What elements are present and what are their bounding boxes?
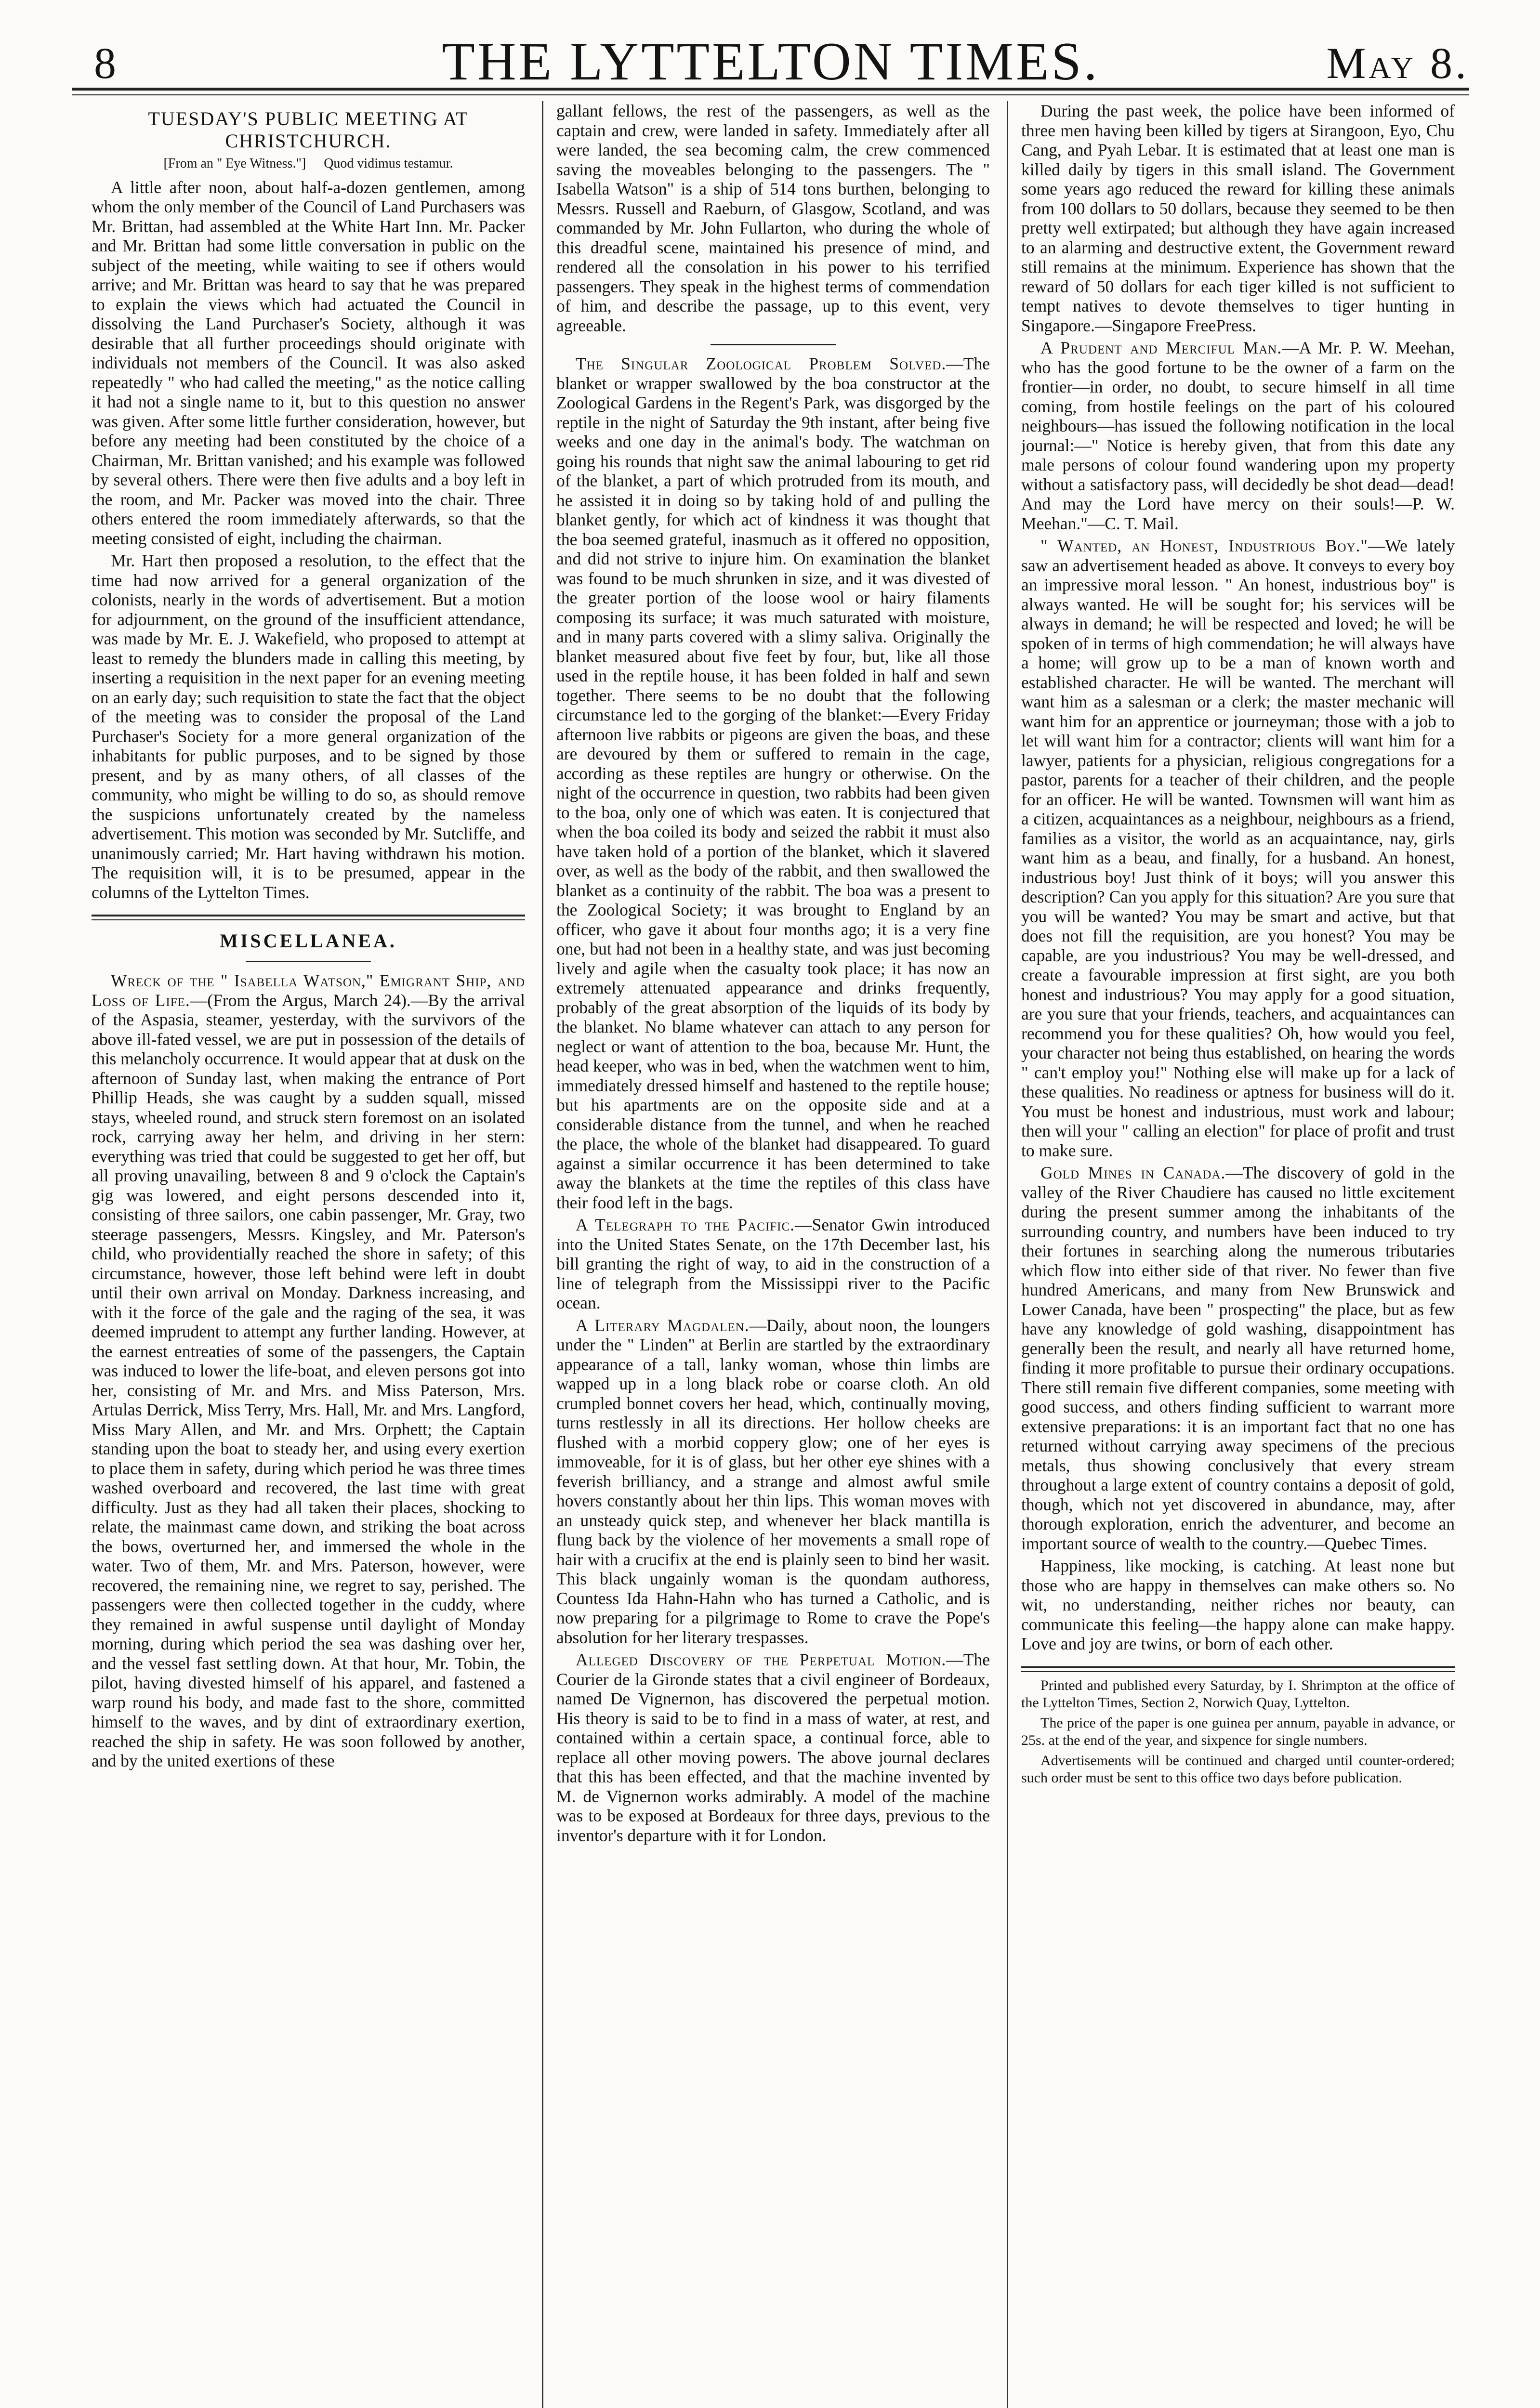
imprint-price: The price of the paper is one guinea per annum, payable in advance, or 25s. at the end of the year, and sixpence for single numbers. [1021, 1714, 1455, 1748]
column-rule-1 [542, 101, 543, 2408]
zoo-text: —The blanket or wrapper swallowed by the boa constructor at the Zoological Gardens in the Regent's Park, was disgorged by the reptile in the night of Saturday the 9th instant, after being five weeks and one day in the animal's body. The watchman on going his rounds that night saw the animal labouring to get rid of the blanket, a part of which protruded from its mouth, and he assisted it in doing so by taking hold of and pulling the blanket gently, for which act of kindness it was thought that the boa seemed grateful, inasmuch as it offered no opposition, and did not strive to injure him. On examination the blanket was found to be much shrunken in size, and it was divested of the greater portion of the loose wool or hairy filaments composing its surface; it was much saturated with moisture, and in many parts covered with a slimy saliva. Originally the blanket measured about five feet by four, but, like all those used in the reptile house, it has been folded in half and sewn together. There seems to be no doubt that the following circumstance led to the gorging of the blanket:—Every Friday afternoon live rabbits or pigeons are given the boas, and these are devoured by them or suffered to remain in the cage, according as these reptiles are hungry or otherwise. On the night of the occurrence in question, two rabbits had been given to the boa, only one of which was eaten. It is conjectured that when the boa coiled its body and seized the rabbit it must also have taken hold of a portion of the blanket, which it slavered over, as well as the body of the rabbit, and then swallowed the blanket as a continuity of the rabbit. The boa was a present to the Zoological Society; it was brought to England by an officer, who gave it about four months ago; it is a very fine one, but had not been in a healthy state, and was just becoming lively and agile when the casualty took place; it has now an extremely attenuated appearance and drinks frequently, probably of the great absorption of the liquids of its body by the blanket. No blame whatever can attach to any person for neglect or want of attention to the boa, because Mr. Hunt, the head keeper, who was in bed, when the watchmen went to him, immediately dressed himself and hastened to the reptile house; but his apartments are on the opposite side and at a considerable distance from the tunnel, and when he reached the place, the whole of the blanket had disappeared. To guard against a similar occurrence it has been determined to take away the blankets at the time the reptiles of this class have their food left in the bags. [556, 354, 990, 1212]
magdalen-article [556, 1316, 990, 1648]
gold-text: —The discovery of gold in the valley of the River Chaudiere has caused no little excitement during the present summer among the inhabitants of the surrounding country, and numbers have been induced to try their fortunes in searching along the numerous tributaries which flow into either side of that river. No fewer than five hundred Americans, and many from New Brunswick and Lower Canada, have been " prospecting" the place, but as few have any knowledge of gold washing, disappointment has generally been the result, and nearly all have returned home, finding it more profitable to pursue their ordinary occupations. There still remain five different companies, some meeting with good success, and others finding sufficient to warrant more extensive preparations: it is an important fact that no one has returned without carrying away specimens of the precious metals, thus showing conclusively that every stream throughout a large extent of country contains a deposit of gold, though, which not yet discovered in abundance, may, after thorough exploration, enrich the adventurer, and become an important source of wealth to the country.—Quebec Times. [1021, 1163, 1455, 1553]
imprint-advertisements: Advertisements will be continued and charged until counter-ordered; such order must be sent to this office two days before publication. [1021, 1752, 1455, 1786]
meeting-heading: TUESDAY'S PUBLIC MEETING AT CHRISTCHURCH. [148, 108, 469, 152]
newspaper-title: THE LYTTELTON TIMES. [442, 32, 1100, 92]
gold-article [1021, 1163, 1455, 1553]
meeting-paragraph-1: A little after noon, about half-a-dozen gentlemen, among whom the only member of the Council of Land Purchasers was Mr. Brittan, had assembled at the White Hart Inn. Mr. Packer and Mr. Brittan had some little conversation in public on the subject of the meeting, while waiting to see if others would arrive; and Mr. Brittan was heard to say that he was prepared to explain the views which had actuated the Council in dissolving the Land Purchaser's Society, although it was desirable that all further proceedings should originate with individuals not members of the Council. It was also asked repeatedly " who had called the meeting," as the notice calling it had not a single name to it, but to this question no answer was given. After some little further consideration, however, but before any meeting had been constituted by the choice of a Chairman, Mr. Brittan vanished; and his example was followed by several others. There were then five adults and a boy left in the room, and Mr. Packer was moved into the chair. Three others entered the room immediately afterwards, so that the meeting consisted of eight, including the chairman. [92, 177, 525, 548]
telegraph-title: A Telegraph to the Pacific. [576, 1215, 795, 1234]
masthead-rule [72, 88, 1469, 91]
magdalen-text: —Daily, about noon, the loungers under the " Linden" at Berlin are startled by the extraordinary appearance of a tall, lanky woman, whose thin limbs are wapped up in a long black robe or coarse cloth. An old crumpled bonnet covers her head, which, continually moving, turns restlessly in all its directions. Her hollow cheeks are flushed with a morbid coppery glow; one of her eyes is immoveable, for it is of glass, but her other eye shines with a feverish brilliancy, and a strange and almost awful smile hovers constantly about her thin lips. This woman moves with an unsteady quick step, and whenever her black mantilla is flung back by the violence of her movements a small rope of hair with a crucifix at the end is plainly seen to bind her wasit. This black ungainly woman is the quondam authoress, Countess Ida Hahn-Hahn who has turned a Catholic, and is now preparing for a pilgrimage to Rome to crave the Pope's absolution for her literary trespasses. [556, 1315, 990, 1647]
wanted-title: " Wanted, an Honest, Industrious Boy." [1040, 536, 1368, 555]
motion-title: Alleged Discovery of the Perpetual Motion. [576, 1650, 947, 1669]
imprint [1021, 1677, 1455, 1787]
imprint-publisher: Printed and published every Saturday, by I. Shrimpton at the office of the Lyttelton Times, Section 2, Norwich Quay, Lyttelton. [1021, 1677, 1455, 1711]
wanted-text: —We lately saw an advertisement headed as above. It conveys to every boy an impressive moral lesson. " An honest, industrious boy" is always wanted. He will be sought for; his services will be always in demand; he will be respected and loved; he will be spoken of in terms of high commendation; he will always have a home; will grow up to be a man of known worth and established character. He will be wanted. The merchant will want him as a salesman or a clerk; the master mechanic will want him for an apprentice or journeyman; those with a job to let will want him for a contractor; clients will want him for a lawyer, patients for a physician, religious congregations for a pastor, parents for a teacher of their children, and the people for an officer. He will be wanted. Townsmen will want him as a citizen, acquaintances as a neighbour, neighbours as a friend, families as a visitor, the world as an acquaintance, nay, girls want him as a beau, and finally, for a husband. An honest, industrious boy! Just think of it boys; will you answer this description? Can you apply for this situation? Are you sure that you will be wanted? You may be smart and active, but that does not fill the requisition, are you honest? You may be capable, are you industrious? You may be well-dressed, and create a favourable impression at first sight, are you both honest and industrious? You may apply for a good situation, are you sure that your friends, teachers, and acquaintances can recommend you for these qualities? Oh, how would you feel, your character not being thus established, on hearing the words " can't employ you!" Nothing else will make up for a lack of these qualities. No readiness or aptness for business will do it. You must be honest and industrious, must work and labour; then will your " calling an election" for place of profit and trust to make sure. [1021, 536, 1455, 1160]
gold-title: Gold Mines in Canada. [1040, 1163, 1226, 1182]
masthead [72, 28, 1469, 92]
tiger-article: During the past week, the police have been informed of three men having been killed by tigers at Sirangoon, Eyo, Chu Cang, and Pyah Lebar. It is estimated that at least one man is killed daily by tigers in this small island. The Government some years ago reduced the reward for killing these animals from 100 dollars to 50 dollars, because they seemed to be then pretty well extirpated; but although they have again increased to an alarming and destructive extent, the Government reward still remains at the minimum. Experience has shown that the reward of 50 dollars for each tiger killed is not sufficient to tempt natives to devote themselves to tiger hunting in Singapore.—Singapore FreePress. [1021, 101, 1455, 335]
wreck-title: Wreck of the " Isabella Watson," Emigrant Ship, and Loss of Life. [92, 971, 525, 1010]
page-number: 8 [94, 39, 116, 88]
column-rule-2 [1007, 101, 1008, 2408]
wanted-article [1021, 536, 1455, 1160]
prudent-text: —A Mr. P. W. Meehan, who has the good fortune to be the owner of a farm on the frontier—in order, no doubt, to secure himself in all time coming, from hostile feelings on the part of his coloured neighbours—has issued the following notification in the local journal:—" Notice is hereby given, that from this date any male persons of colour found wandering upon my property without a satisfactory pass, will decidedly be shot dead—dead! And may the Lord have mercy on their souls!—P. W. Meehan."—C. T. Mail. [1021, 338, 1455, 533]
column-2 [556, 101, 990, 1848]
wreck-continuation: gallant fellows, the rest of the passengers, as well as the captain and crew, were landed in safety. Immediately after all were landed, the sea becoming calm, the crew commenced saving the moveables belonging to the passengers. The " Isabella Watson" is a ship of 514 tons burthen, belonging to Messrs. Russell and Raeburn, of Glasgow, Scotland, and was commanded by Mr. John Fullarton, who during the whole of this dreadful scene, maintained his presence of mind, and rendered all the consolation in his power to his terrified passengers. They speak in the highest terms of commendation of him, and describe the passage, up to this event, very agreeable. [556, 101, 990, 335]
wreck-article [92, 971, 525, 1771]
zoo-title: The Singular Zoological Problem Solved. [576, 354, 947, 373]
short-rule [711, 344, 836, 345]
meeting-source-note [92, 154, 525, 174]
telegraph-article [556, 1215, 990, 1313]
short-rule [246, 961, 371, 962]
meeting-paragraph-2: Mr. Hart then proposed a resolution, to the effect that the time had now arrived for a general organization of the colonists, nearly in the words of advertisement. But a motion for adjournment, on the ground of the insufficient attendance, was made by Mr. E. J. Wakefield, who proposed to attempt at least to remedy the blunders made in calling this meeting, by inserting a requisition in the next paper for an evening meeting on an early day; such requisition to state the fact that the object of the meeting was to consider the proposal of the Land Purchaser's Society for a more general organization of the inhabitants for public purposes, and to be signed by those present, and by as many others, of all classes of the community, who might be willing to do so, as should remove the suspicions unfortunately created by the nameless advertisement. This motion was seconded by Mr. Sutcliffe, and unanimously carried; Mr. Hart having withdrawn his motion. The requisition will, it is to be presumed, appear in the columns of the Lyttelton Times. [92, 551, 525, 902]
happiness-paragraph: Happiness, like mocking, is catching. At least none but those who are happy in themselves can make others so. No wit, no understanding, neither riches nor beauty, can communicate this feeling—the happy alone can make happy. Love and joy are twins, or born of each other. [1021, 1556, 1455, 1653]
miscellanea-heading: MISCELLANEA. [220, 930, 397, 952]
telegraph-text: —Senator Gwin introduced into the United States Senate, on the 17th December last, his bill granting the right of way, to aid in the construction of a line of telegraph from the Mississippi river to the Pacific ocean. [556, 1215, 990, 1312]
imprint-divider [1021, 1666, 1455, 1672]
meeting-motto: Quod vidimus testamur. [324, 156, 453, 171]
issue-date: May 8. [1326, 39, 1469, 88]
masthead-rule-thin [72, 94, 1469, 95]
section-divider [92, 915, 525, 920]
motion-article [556, 1650, 990, 1845]
meeting-note: [From an " Eye Witness."] [163, 156, 306, 171]
zoo-article [556, 354, 990, 1212]
column-3 [1021, 101, 1455, 1790]
magdalen-title: A Literary Magdalen. [576, 1315, 750, 1335]
wreck-text: —(From the Argus, March 24).—By the arrival of the Aspasia, steamer, yesterday, with the survivors of the above ill-fated vessel, we are put in possession of the details of this melancholy occurrence. It would appear that at dusk on the afternoon of Sunday last, when making the entrance of Port Phillip Heads, she was caught by a sudden squall, missed stays, wheeled round, and struck stern foremost on an isolated rock, carrying away her helm, and driving in her stern: everything was tried that could be suggested to get her off, but all proving unavailing, between 8 and 9 o'clock the Captain's gig was lowered, and eight persons descended into it, consisting of three sailors, one cabin passenger, Mr. Gray, two steerage passengers, Messrs. Kingsley, and Mr. Paterson's child, who providentially reached the shore in safety; of this circumstance, however, those left behind were left in doubt until their own arrival on Monday. Darkness increasing, and with it the force of the gale and the raging of the sea, it was deemed imprudent to attempt any further landing. However, at the earnest entreaties of some of the passengers, the Captain was induced to lower the life-boat, and eleven persons got into her, consisting of Mr. and Mrs. and Miss Paterson, Mrs. Artulas Derrick, Miss Terry, Mrs. Hall, Mr. and Mrs. Langford, Miss Mary Allen, and Mr. and Mrs. Orphett; the Captain standing upon the boat to steady her, and using every exertion to place them in safety, during which period he was three times washed overboard and recovered, the last time with great difficulty. Just as they had all taken their places, shocking to relate, the mainmast came down, and striking the boat across the bows, overturned her, and immersed the whole in the water. Two of them, Mr. and Mrs. Paterson, however, were recovered, the remaining nine, we regret to say, perished. The passengers were then collected together in the cuddy, where they remained in awful suspense until daylight of Monday morning, during which period the sea was dashing over her, and the vessel fast settling down. At that hour, Mr. Tobin, the pilot, having divested himself of his apparel, and fastened a warp round his body, and made fast to the shore, committed himself to the waves, and by dint of extraordinary exertion, reached the ship in safety. He was soon followed by another, and by the united exertions of these [92, 990, 526, 1770]
motion-text: —The Courier de la Gironde states that a civil engineer of Bordeaux, named De Vignernon, has discovered the perpetual motion. His theory is said to be to find in a mass of water, at rest, and contained within a certain space, a continual force, able to replace all other moving powers. The above journal declares that this has been effected, and that the machine invented by M. de Vignernon works admirably. A model of the machine was to be exposed at Bordeaux for three days, previous to the inventor's departure with it for London. [556, 1650, 990, 1845]
column-1 [92, 101, 525, 1774]
prudent-title: A Prudent and Merciful Man. [1040, 338, 1282, 357]
prudent-article [1021, 338, 1455, 533]
